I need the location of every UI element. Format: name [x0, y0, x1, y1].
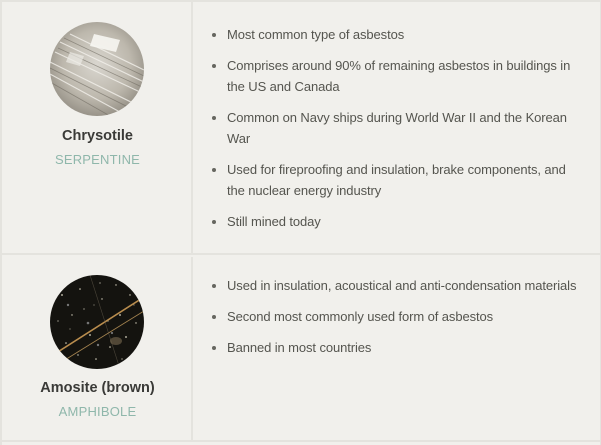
list-item: Used for fireproofing and insulation, brake components, and the nuclear energy industry [212, 159, 582, 201]
mineral-cell [2, 257, 193, 440]
list-item: Second most commonly used form of asbestos [212, 306, 582, 327]
list-item: Banned in most countries [212, 337, 582, 358]
list-item: Still mined today [212, 211, 582, 232]
facts-list [212, 24, 582, 242]
mineral-cell [2, 2, 193, 253]
mineral-name: Chrysotile [62, 128, 133, 144]
list-item: Comprises around 90% of remaining asbestos in buildings in the US and Canada [212, 55, 582, 97]
list-item: Most common type of asbestos [212, 24, 582, 45]
mineral-name: Amosite (brown) [40, 380, 155, 396]
mineral-type: SERPENTINE [54, 152, 141, 167]
facts-list [212, 275, 582, 368]
facts-cell [195, 257, 601, 440]
mineral-type: AMPHIBOLE [58, 404, 137, 419]
list-item: Used in insulation, acoustical and anti-condensation materials [212, 275, 582, 296]
list-item: Common on Navy ships during World War II and the Korean War [212, 107, 582, 149]
chrysotile-photo [50, 22, 144, 116]
facts-cell [195, 2, 601, 253]
table-row [2, 257, 601, 442]
amosite-photo [50, 275, 144, 369]
table-row [2, 2, 601, 255]
